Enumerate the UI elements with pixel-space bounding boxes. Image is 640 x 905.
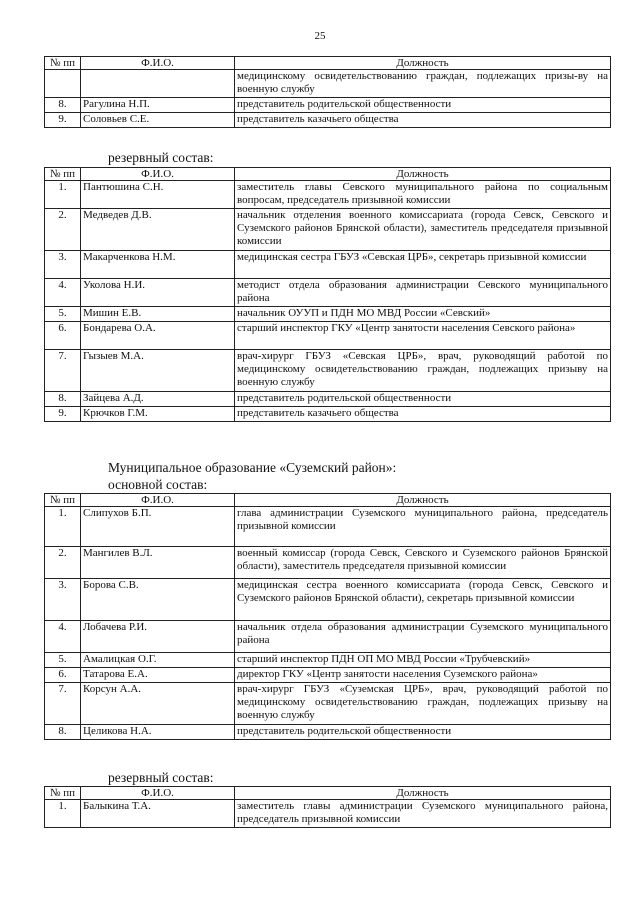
row-position: старший инспектор ГКУ «Центр занятости населения Севского района» [235,322,611,350]
row-name: Мангилев В.Л. [81,547,235,579]
header-num: № пп [45,787,81,800]
row-name: Татарова Е.А. [81,668,235,683]
table-row [45,70,611,98]
row-name: Крючков Г.М. [81,407,235,422]
table-header-row [45,57,611,70]
header-position: Должность [235,787,611,800]
table-row [45,547,611,579]
header-num: № пп [45,168,81,181]
row-position: заместитель главы Севского муниципального района по социальным вопросам, председатель призывной комиссии [235,181,611,209]
row-name: Рагулина Н.П. [81,98,235,113]
header-name: Ф.И.О. [81,168,235,181]
row-name: Мишин Е.В. [81,307,235,322]
table-header-row [45,168,611,181]
section-title-reserve-suzemka: резервный состав: [108,770,214,785]
row-name [81,70,235,98]
row-name: Целикова Н.А. [81,725,235,740]
table-row [45,307,611,322]
row-name: Соловьев С.Е. [81,113,235,128]
row-position: заместитель главы администрации Суземского муниципального района, председатель призывной комиссии [235,800,611,828]
table-reserve-suzemka [44,786,611,828]
row-name: Балыкина Т.А. [81,800,235,828]
header-num: № пп [45,494,81,507]
table-header-row [45,494,611,507]
table-row [45,209,611,251]
row-position: представитель родительской общественности [235,392,611,407]
row-num: 8. [45,725,81,740]
row-num: 9. [45,407,81,422]
row-position: военный комиссар (города Севск, Севского и Суземского районов Брянской области), заместитель председателя призывной комиссии [235,547,611,579]
page-number: 25 [314,30,326,42]
row-num: 9. [45,113,81,128]
row-position: глава администрации Суземского муниципального района, председатель призывной комиссии [235,507,611,547]
row-name: Амалицкая О.Г. [81,653,235,668]
row-name: Уколова Н.И. [81,279,235,307]
row-position: методист отдела образования администрации Севского муниципального района [235,279,611,307]
row-name: Борова С.В. [81,579,235,621]
row-position: старший инспектор ПДН ОП МО МВД России «Трубчевский» [235,653,611,668]
table-row [45,800,611,828]
row-num: 1. [45,507,81,547]
table-main-suzemka [44,493,611,740]
table-row [45,181,611,209]
table-row [45,683,611,725]
row-name: Зайцева А.Д. [81,392,235,407]
row-name: Пантюшина С.Н. [81,181,235,209]
row-name: Корсун А.А. [81,683,235,725]
row-num: 6. [45,322,81,350]
row-name: Гызыев М.А. [81,350,235,392]
row-num: 1. [45,181,81,209]
row-num: 8. [45,392,81,407]
table-header-row [45,787,611,800]
row-num [45,70,81,98]
row-position: начальник ОУУП и ПДН МО МВД России «Севский» [235,307,611,322]
table-row [45,251,611,279]
row-num: 2. [45,209,81,251]
row-position: представитель казачьего общества [235,113,611,128]
row-position: директор ГКУ «Центр занятости населения Суземского района» [235,668,611,683]
table-row [45,579,611,621]
row-num: 5. [45,307,81,322]
row-num: 8. [45,98,81,113]
row-position: начальник отделения военного комиссариата (города Севск, Севского и Суземского районов Брянской области), заместитель председателя призывной комиссии [235,209,611,251]
row-position: представитель родительской общественности [235,725,611,740]
table-continuation [44,56,611,128]
row-position: медицинскому освидетельствованию граждан, подлежащих призы-ву на военную службу [235,70,611,98]
row-num: 4. [45,279,81,307]
row-position: врач-хирург ГБУЗ «Севская ЦРБ», врач, руководящий работой по медицинскому освидетельствованию граждан, подлежащих призыву на военную службу [235,350,611,392]
row-num: 2. [45,547,81,579]
row-num: 1. [45,800,81,828]
row-position: врач-хирург ГБУЗ «Суземская ЦРБ», врач, руководящий работой по медицинскому освидетельствованию граждан, подлежащих призыву на военную службу [235,683,611,725]
section-title-suzemka: Муниципальное образование «Суземский район»: [108,460,397,475]
table-row [45,621,611,653]
table-row [45,725,611,740]
row-position: представитель казачьего общества [235,407,611,422]
row-name: Лобачева Р.И. [81,621,235,653]
header-position: Должность [235,57,611,70]
table-row [45,113,611,128]
table-row [45,392,611,407]
table-reserve-sevsk [44,167,611,422]
row-name: Слипухов Б.П. [81,507,235,547]
table-row [45,668,611,683]
row-position: начальник отдела образования администрации Суземского муниципального района [235,621,611,653]
row-num: 3. [45,579,81,621]
section-subtitle-main: основной состав: [108,477,208,492]
row-position: представитель родительской общественности [235,98,611,113]
header-name: Ф.И.О. [81,787,235,800]
row-position: медицинская сестра ГБУЗ «Севская ЦРБ», секретарь призывной комиссии [235,251,611,279]
table-row [45,507,611,547]
header-position: Должность [235,168,611,181]
table-row [45,350,611,392]
row-num: 3. [45,251,81,279]
header-position: Должность [235,494,611,507]
header-name: Ф.И.О. [81,494,235,507]
section-title-reserve-sevsk: резервный состав: [108,150,214,165]
row-name: Макарченкова Н.М. [81,251,235,279]
row-num: 6. [45,668,81,683]
table-row [45,407,611,422]
table-row [45,98,611,113]
header-name: Ф.И.О. [81,57,235,70]
table-row [45,279,611,307]
table-row [45,653,611,668]
row-num: 7. [45,350,81,392]
row-position: медицинская сестра военного комиссариата (города Севск, Севского и Суземского районов Брянской области), секретарь призывной комиссии [235,579,611,621]
row-num: 5. [45,653,81,668]
row-num: 7. [45,683,81,725]
row-name: Медведев Д.В. [81,209,235,251]
row-name: Бондарева О.А. [81,322,235,350]
row-num: 4. [45,621,81,653]
table-row [45,322,611,350]
header-num: № пп [45,57,81,70]
